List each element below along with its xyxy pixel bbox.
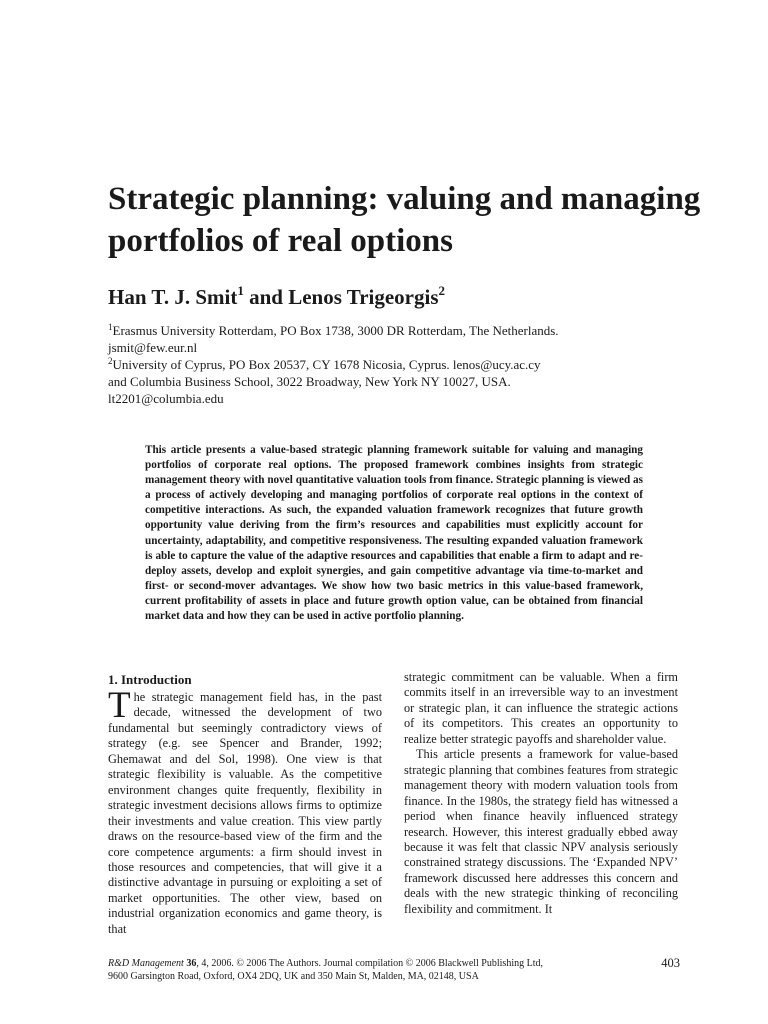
footer-address: 9600 Garsington Road, Oxford, OX4 2DQ, UK and 350 Main St, Malden, MA, 02148, USA xyxy=(108,970,479,982)
affiliation-line: $^1$Erasmus University Rotterdam, PO Box 1738, 3000 DR Rotterdam, The Netherlands. xyxy=(108,322,559,338)
author-name: Han T. J. Smit xyxy=(108,285,238,309)
affiliations xyxy=(108,322,668,407)
author-affiliation-mark: 1 xyxy=(237,283,244,298)
page-footer xyxy=(108,958,543,983)
affiliation-email: lt2201@columbia.edu xyxy=(108,391,224,406)
footer-citation-rest: , 4, 2006. © 2006 The Authors. Journal compilation © 2006 Blackwell Publishing Ltd, xyxy=(196,958,543,969)
affiliation-email: jsmit@few.eur.nl xyxy=(108,340,198,355)
article-title: Strategic planning: valuing and managing portfolios of real options xyxy=(108,181,701,259)
affiliation-line: and Columbia Business School, 3022 Broadway, New York NY 10027, USA. xyxy=(108,374,511,389)
intro-paragraph xyxy=(108,685,382,937)
affiliation-line: $^2$University of Cyprus, PO Box 20537, CY 1678 Nicosia, Cyprus. lenos@ucy.ac.cy xyxy=(108,356,541,372)
left-column xyxy=(108,670,382,937)
right-column xyxy=(404,670,678,917)
author-line xyxy=(108,283,445,311)
intro-paragraph-text: he strategic management field has, in the past decade, witnessed the development of two fundamental but seemingly contradictory views of strategy (e.g. see Spencer and Brander, 1992; Ghemawat and del Sol, 1998). One view is that strategic flexibility is valuable. As the competitive environment changes quite frequently, flexibility in strategic investment decisions allows firms to optimize their investments and value creation. This view partly draws on the resource-based view of the firm and the core competence arguments: a firm should invest in those resources and competencies, that will give it a distinctive advantage in pursuing or exploiting a set of market opportunities. The other view, based on industrial organization economics and game theory, is that xyxy=(108,690,382,936)
drop-cap: T xyxy=(108,685,131,726)
journal-name: R&D Management xyxy=(108,958,184,969)
journal-volume: 36 xyxy=(186,958,197,969)
abstract: This article presents a value-based strategic planning framework suitable for valuing and managing portfolios of corporate real options. The proposed framework combines insights from strategic management theory with novel quantitative valuation tools from finance. Strategic planning is viewed as a process of actively developing and managing portfolios of corporate real options in the context of competitive interactions. As such, the expanded valuation framework recognizes that future growth opportunity value deriving from the firm’s resources and capabilities must explicitly account for uncertainty, adaptability, and competitive responsiveness. The resulting expanded valuation framework is able to capture the value of the adaptive resources and capabilities that enable a firm to adapt and re-deploy assets, develop and exploit synergies, and gain competitive advantage via time-to-market and first- or second-mover advantages. We show how two basic metrics in this value-based framework, current profitability of assets in place and future growth option value, can be obtained from financial market data and how they can be used in active portfolio planning. xyxy=(145,444,643,623)
author-name: Lenos Trigeorgis xyxy=(288,285,439,309)
body-paragraph: This article presents a framework for value-based strategic planning that combines features from strategic management theory with modern valuation tools from finance. In the 1980s, the strategy field has witnessed a period when finance heavily influenced strategy research. However, this interest gradually ebbed away because it was felt that classic NPV analysis seriously constrained strategy discussions. The ‘Expanded NPV’ framework discussed here addresses this concern and deals with the new strategic thinking of reconciling flexibility and commitment. It xyxy=(404,747,678,916)
author-affiliation-mark: 2 xyxy=(438,283,446,298)
body-paragraph: strategic commitment can be valuable. When a firm commits itself in an irreversible way to an investment or strategic plan, it can influence the strategic actions of its competitors. This creates an opportunity to realize better strategic payoffs and shareholder value. xyxy=(404,670,678,746)
footer-citation xyxy=(108,958,543,971)
page-number: 403 xyxy=(661,956,680,970)
author-joiner: and xyxy=(243,285,289,309)
section-heading: 1. Introduction xyxy=(108,672,192,687)
